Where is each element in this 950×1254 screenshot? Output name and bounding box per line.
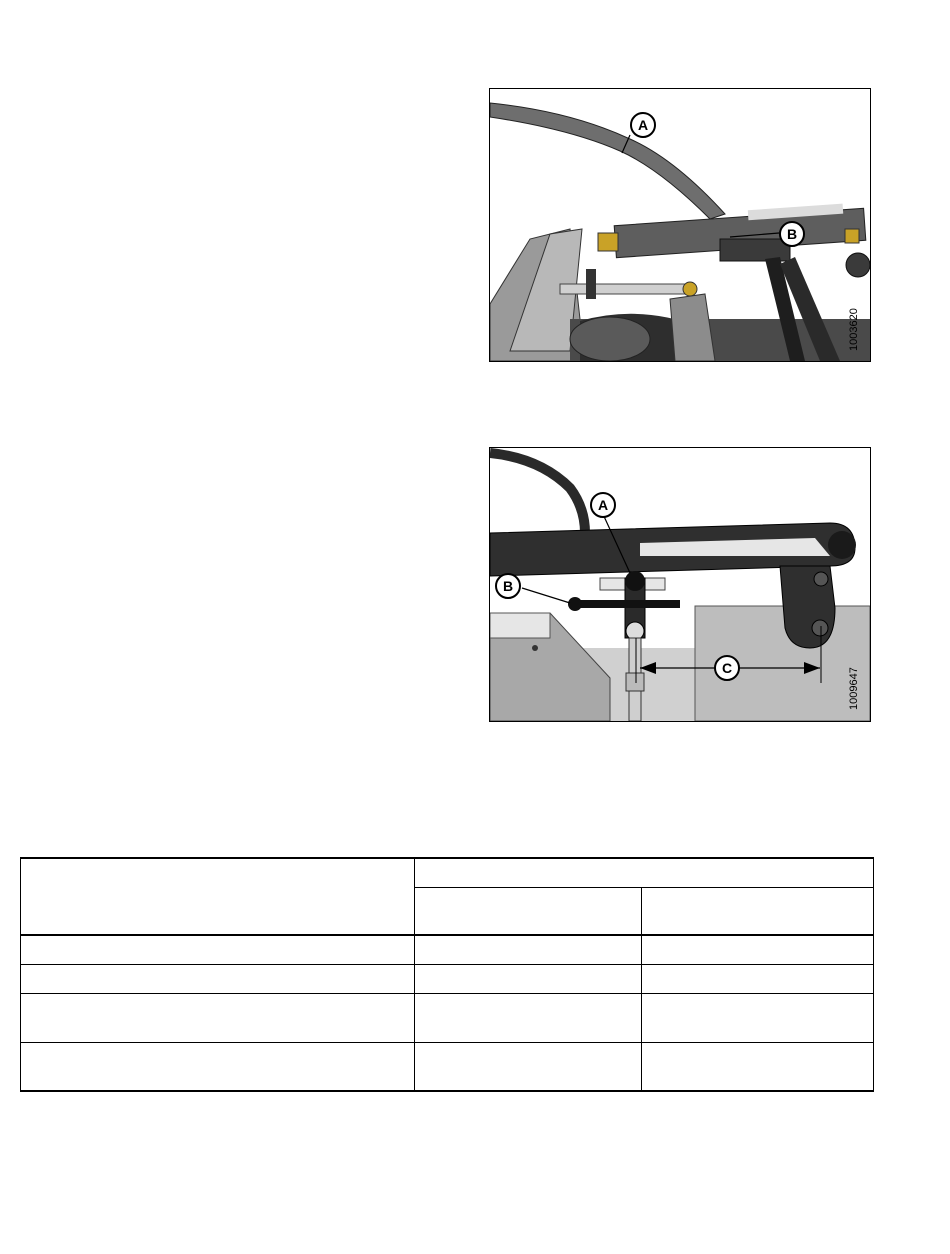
header-left [21, 858, 415, 935]
table-cell [21, 1042, 415, 1091]
header-group [414, 858, 873, 887]
figure-2-illustration [490, 448, 870, 721]
figure-2 [489, 447, 871, 722]
table-cell [642, 964, 874, 993]
callout-b: B [779, 221, 805, 247]
header-sub-2 [642, 887, 874, 935]
table-cell [414, 935, 642, 964]
table-cell [642, 1042, 874, 1091]
table-row [21, 993, 874, 1042]
table-cell [21, 964, 415, 993]
figure-1 [489, 88, 871, 362]
callout-b: B [495, 573, 521, 599]
figure-1-illustration [490, 89, 870, 361]
table-row [21, 935, 874, 964]
table-cell [414, 964, 642, 993]
figure-id: 1003620 [848, 308, 860, 351]
table-cell [21, 993, 415, 1042]
header-sub-1 [414, 887, 642, 935]
spec-table [20, 857, 874, 1092]
figure-id: 1009647 [848, 667, 860, 710]
table-cell [414, 993, 642, 1042]
callout-a: A [630, 112, 656, 138]
table-row [21, 964, 874, 993]
table-cell [642, 993, 874, 1042]
callout-c: C [714, 655, 740, 681]
callout-a: A [590, 492, 616, 518]
table-row [21, 1042, 874, 1091]
table-cell [414, 1042, 642, 1091]
table-cell [21, 935, 415, 964]
table-cell [642, 935, 874, 964]
